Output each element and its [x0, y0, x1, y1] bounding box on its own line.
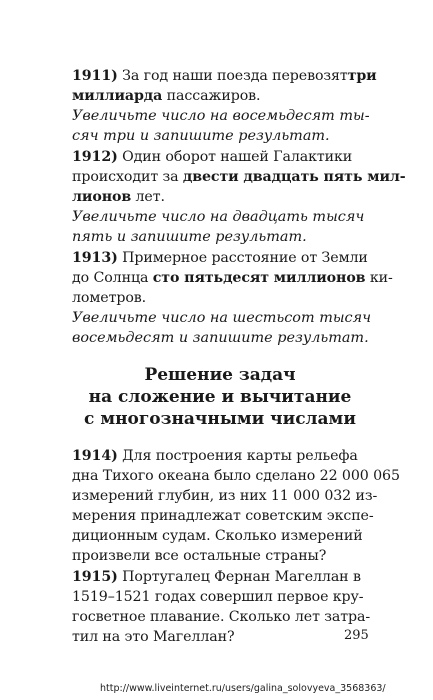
problem-number: 1911): [72, 68, 118, 84]
problem-1912-line-1: 1912) Один оборот нашей Галактики: [72, 149, 353, 165]
problem-1914-line-1: 1914) Для построения карты рельефа: [72, 448, 358, 464]
problem-number: 1914): [72, 448, 118, 464]
section-title-line-3: с многозначными числами: [84, 409, 356, 429]
problem-1914-line-2: дна Тихого океана было сделано 22 000 065: [72, 468, 400, 484]
problem-1914-line-6: произвели все остальные страны?: [72, 548, 327, 564]
problem-1915-line-3: госветное плавание. Сколько лет затра-: [72, 609, 371, 625]
footer-url: http://www.liveinternet.ru/users/galina_solovyeva_3568363/: [100, 683, 386, 694]
problem-1912-line-2: происходит за двести двадцать пять мил-: [72, 169, 406, 185]
problem-1912-task-2: пять и запишите результат.: [72, 229, 307, 245]
problem-1915-line-4: тил на это Магеллан?: [72, 629, 235, 645]
problem-1914-line-4: мерения принадлежат советским экспе-: [72, 508, 374, 524]
problem-1915-line-1: 1915) Португалец Фернан Магеллан в: [72, 569, 361, 585]
problem-1914-line-5: диционным судам. Сколько измерений: [72, 528, 363, 544]
problem-1911-line-2: миллиарда пассажиров.: [72, 88, 261, 104]
problem-1911-task-2: сяч три и запишите результат.: [72, 128, 330, 144]
problem-1913-line-2: до Солнца сто пятьдесят миллионов ки-: [72, 270, 393, 286]
problem-1914-line-3: измерений глубин, из них 11 000 032 из-: [72, 488, 378, 504]
section-title-line-1: Решение задач: [144, 365, 296, 385]
problem-1912-task-1: Увеличьте число на двадцать тысяч: [72, 209, 365, 225]
problem-1912-line-3: лионов лет.: [72, 189, 165, 205]
problem-1913-task-2: восемьдесят и запишите результат.: [72, 330, 369, 346]
problem-1913-task-1: Увеличьте число на шестьсот тысяч: [72, 310, 372, 326]
page-number: 295: [344, 628, 369, 643]
problem-number: 1915): [72, 569, 118, 585]
problem-1913-line-1: 1913) Примерное расстояние от Земли: [72, 250, 368, 266]
problem-1913-line-3: лометров.: [72, 290, 147, 306]
problem-1911-task-1: Увеличьте число на восемьдесят ты-: [72, 108, 370, 124]
problem-1915-line-2: 1519–1521 годах совершил первое кру-: [72, 589, 364, 605]
problem-number: 1912): [72, 149, 118, 165]
section-title-line-2: на сложение и вычитание: [88, 387, 352, 407]
problem-number: 1913): [72, 250, 118, 266]
problem-1911-line-1: 1911) За год наши поезда перевозяттри: [72, 68, 377, 84]
